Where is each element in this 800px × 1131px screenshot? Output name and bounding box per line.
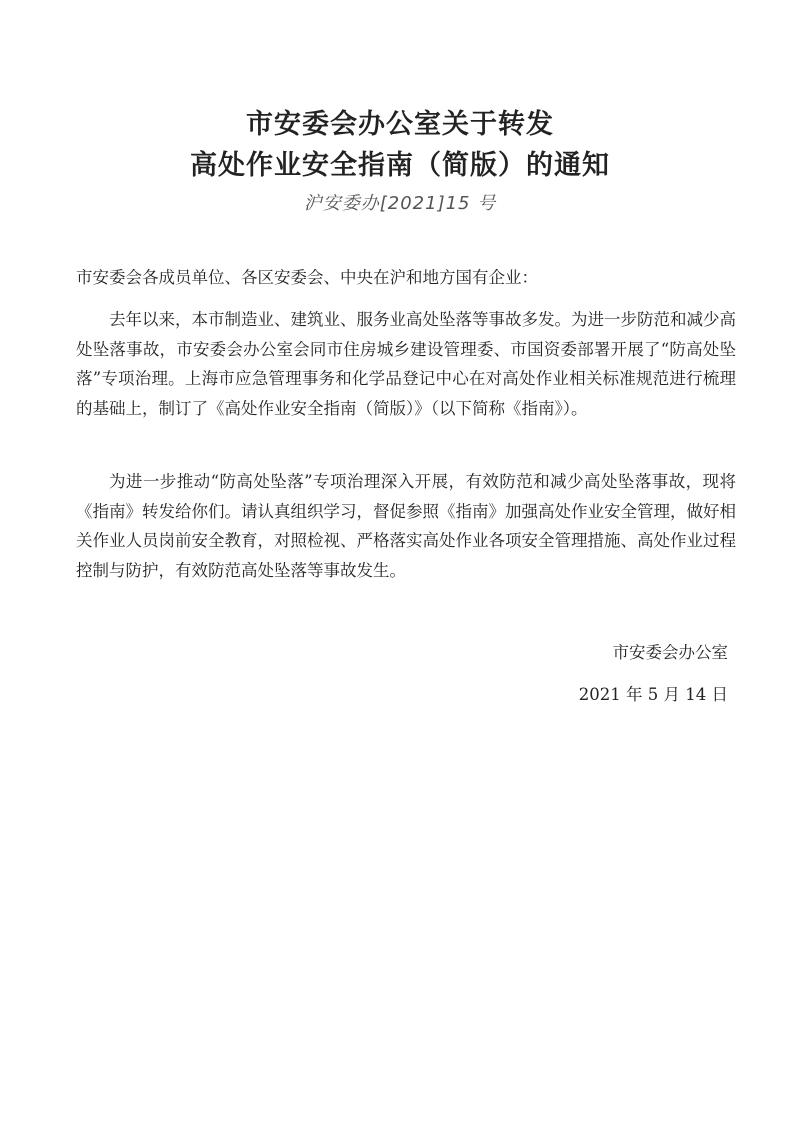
document-number: 沪安委办[2021]15 号 (303, 193, 497, 214)
document-title-line1: 市安委会办公室关于转发 (246, 109, 554, 140)
addressee: 市安委会各成员单位、各区安委会、中央在沪和地方国有企业： (76, 268, 538, 287)
paragraph-2: 为进一步推动“防高处坠落”专项治理深入开展，有效防范和减少高处坠落事故，现将《指南》转发给你们。请认真组织学习，督促参照《指南》加强高处作业安全管理，做好相关作业人员岗前安全教育，对照检视、严格落实高处作业各项安全管理措施、高处作业过程控制与防护，有效防范高处坠落等事故发生。 (76, 472, 736, 580)
signature-organization: 市安委会办公室 (612, 643, 728, 662)
paragraph-1: 去年以来，本市制造业、建筑业、服务业高处坠落等事故多发。为进一步防范和减少高处坠落事故，市安委会办公室会同市住房城乡建设管理委、市国资委部署开展了“防高处坠落”专项治理。上海市应急管理事务和化学品登记中心在对高处作业相关标准规范进行梳理的基础上，制订了《高处作业安全指南（简版）》（以下简称《指南》）。 (76, 310, 736, 418)
document-title-line2: 高处作业安全指南（简版）的通知 (190, 150, 610, 181)
signature-date: 2021 年 5 月 14 日 (578, 685, 728, 704)
